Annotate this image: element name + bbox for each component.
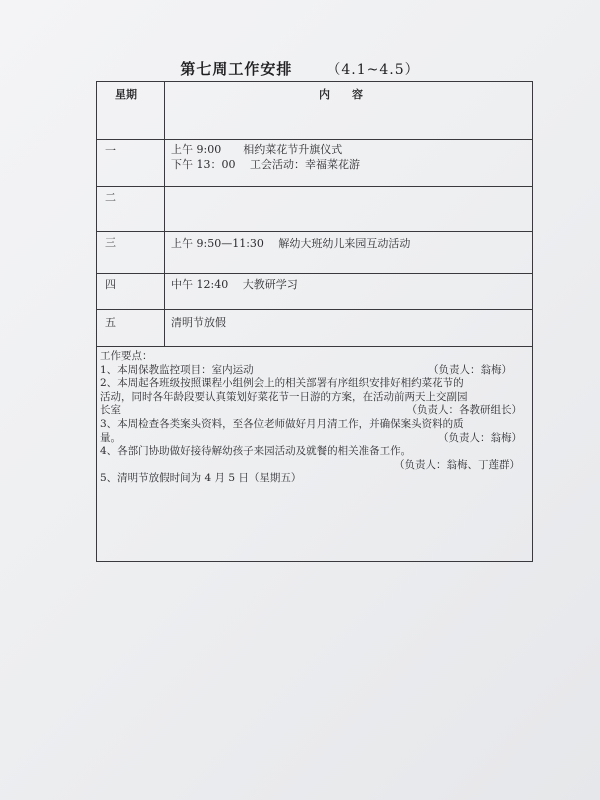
note-text: 1、本周保教监控项目：室内运动 bbox=[100, 363, 254, 376]
schedule-table bbox=[96, 81, 533, 562]
activity-line: 中午 12:40 大教研学习 bbox=[171, 278, 298, 291]
note-person: （负责人：翁梅） bbox=[428, 363, 512, 376]
note-text: 长室 bbox=[100, 404, 121, 417]
activity-line: 清明节放假 bbox=[171, 316, 226, 329]
note-text: 5、清明节放假时间为 4 月 5 日（星期五） bbox=[100, 472, 302, 485]
date-range: （4.1~4.5） bbox=[326, 62, 420, 78]
title-text: 第七周工作安排 bbox=[180, 60, 293, 78]
note-item bbox=[100, 445, 528, 472]
note-text: 3、本周检查各类案头资料，至各位老师做好月月清工作，并确保案头资料的质 bbox=[100, 417, 464, 430]
note-item bbox=[100, 377, 528, 418]
notes-heading: 工作要点： bbox=[100, 350, 153, 362]
row-divider bbox=[97, 139, 532, 140]
work-notes bbox=[100, 350, 528, 486]
row-divider bbox=[97, 231, 532, 232]
day-activities bbox=[171, 315, 226, 330]
day-label: 四 bbox=[105, 278, 116, 291]
header-content: 内 容 bbox=[319, 88, 363, 101]
day-label: 一 bbox=[105, 144, 116, 157]
row-divider bbox=[97, 273, 532, 274]
day-label: 二 bbox=[105, 191, 116, 204]
activity-line: 上午 9:00 相约菜花节升旗仪式 bbox=[171, 143, 343, 156]
header-day: 星期 bbox=[115, 88, 137, 101]
day-activities bbox=[171, 277, 298, 292]
note-text: 4、各部门协助做好接待解幼孩子来园活动及就餐的相关准备工作。 bbox=[100, 445, 412, 458]
activity-line: 上午 9:50—11:30 解幼大班幼儿来园互动活动 bbox=[171, 237, 411, 250]
row-divider bbox=[97, 346, 532, 347]
note-person: （负责人：各教研组长） bbox=[406, 404, 522, 417]
note-item bbox=[100, 364, 528, 378]
note-person: （负责人：翁梅） bbox=[438, 431, 522, 444]
day-label: 五 bbox=[105, 316, 116, 329]
note-item bbox=[100, 472, 528, 486]
row-divider bbox=[97, 186, 532, 187]
note-text: 2、本周起各班级按照课程小组例会上的相关部署有序组织安排好相约菜花节的 bbox=[100, 377, 464, 390]
day-activities bbox=[171, 236, 410, 251]
day-label: 三 bbox=[105, 236, 116, 249]
note-text: 活动，同时各年龄段要认真策划好菜花节一日游的方案，在活动前两天上交副园 bbox=[100, 390, 468, 403]
day-activities bbox=[171, 142, 360, 172]
page-title bbox=[0, 58, 600, 79]
note-item bbox=[100, 418, 528, 445]
note-person: （负责人：翁梅、丁莲群） bbox=[394, 458, 520, 471]
activity-line: 下午 13：00 工会活动：幸福菜花游 bbox=[171, 158, 360, 171]
row-divider bbox=[97, 309, 532, 310]
note-text: 量。 bbox=[100, 431, 121, 444]
column-divider bbox=[164, 82, 165, 346]
